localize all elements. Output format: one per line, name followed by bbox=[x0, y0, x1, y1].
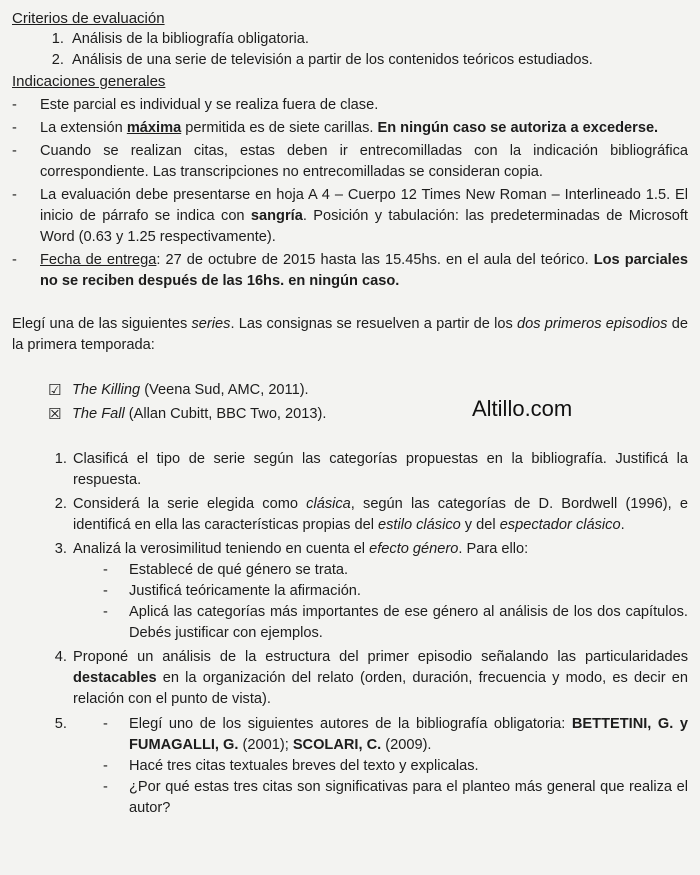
subtask-item: - ¿Por qué estas tres citas son significativas para el planteo más general que realiza el autor? bbox=[103, 777, 688, 819]
task-italic: espectador clásico bbox=[499, 517, 621, 533]
fecha-label: Fecha de entrega bbox=[40, 252, 157, 268]
indicaciones-heading: Indicaciones generales bbox=[12, 73, 166, 90]
series-title: The Killing bbox=[72, 382, 141, 398]
task-text: Proponé un análisis de la estructura del primer episodio señalando las particularidades bbox=[73, 649, 688, 665]
intro-italic: series bbox=[191, 316, 231, 332]
task-text: . Para ello: bbox=[458, 541, 529, 557]
emphasis-sangria: sangría bbox=[250, 208, 303, 224]
task-italic: efecto género bbox=[369, 541, 459, 557]
series-option bbox=[48, 404, 688, 425]
task-text: (2001); bbox=[238, 737, 293, 753]
task-text: , según las categorías de D. Bordwell (1996), e identificá en ella las características propias del bbox=[73, 496, 688, 533]
task-item bbox=[71, 714, 688, 819]
crossed-box-icon: ☒ bbox=[48, 406, 62, 423]
indicacion-item bbox=[12, 141, 688, 183]
indicacion-text: permitida es de siete carillas. bbox=[181, 120, 378, 136]
criterios-heading: Criterios de evaluación bbox=[12, 10, 165, 27]
subtask-item: - Justificá teóricamente la afirmación. bbox=[103, 581, 688, 602]
indicacion-text: : 27 de octubre de 2015 hasta las 15.45hs. en el aula del teórico. bbox=[156, 252, 594, 268]
series-detail: (Allan Cubitt, BBC Two, 2013). bbox=[124, 406, 327, 422]
series-detail: (Veena Sud, AMC, 2011). bbox=[140, 382, 309, 398]
intro-paragraph bbox=[12, 314, 688, 356]
task-text: (2009). bbox=[381, 737, 432, 753]
task-text: Considerá la serie elegida como bbox=[73, 496, 307, 512]
intro-italic: dos primeros episodios bbox=[517, 316, 668, 332]
indicacion-text: . Posición y tabulación: las predeterminadas de Microsoft Word (0.63 y 1.25 respectivamente). bbox=[40, 208, 688, 245]
subtask-item: - Hacé tres citas textuales breves del texto y explicalas. bbox=[103, 756, 688, 777]
indicacion-text: Cuando se realizan citas, estas deben ir entrecomilladas con la indicación bibliográfica correspondiente. Las transcripciones no entrecomilladas se consideran copia. bbox=[40, 143, 688, 180]
series-option bbox=[48, 380, 688, 401]
author-name: BETTETINI, G. y FUMAGALLI, G. bbox=[129, 716, 688, 753]
task-italic: estilo clásico bbox=[378, 517, 461, 533]
indicacion-item bbox=[12, 95, 688, 116]
intro-text: . Las consignas se resuelven a partir de los bbox=[230, 316, 517, 332]
criterios-list bbox=[12, 29, 688, 71]
task-sublist bbox=[73, 714, 688, 819]
indicaciones-list bbox=[12, 95, 688, 292]
author-name: SCOLARI, C. bbox=[292, 737, 382, 753]
subtask-item: - Aplicá las categorías más importantes de ese género al análisis de los dos capítulos. Debés justificar con ejemplos. bbox=[103, 602, 688, 644]
indicacion-text: La evaluación debe presentarse en hoja A 4 – Cuerpo 12 Times New Roman – Interlineado 1.5. El inicio de párrafo se indica con bbox=[40, 187, 688, 224]
task-text: . bbox=[620, 517, 625, 533]
watermark: Altillo.com bbox=[472, 396, 573, 421]
task-text: Elegí uno de los siguientes autores de la bibliografía obligatoria: bbox=[129, 716, 572, 732]
indicacion-text: Este parcial es individual y se realiza fuera de clase. bbox=[40, 97, 379, 113]
task-sublist bbox=[73, 560, 688, 644]
series-list bbox=[12, 380, 688, 425]
indicacion-item bbox=[12, 118, 688, 139]
task-text: Clasificá el tipo de serie según las categorías propuestas en la bibliografía. Justificá la respuesta. bbox=[73, 451, 688, 488]
emphasis-text: Los parciales no se reciben después de las 16hs. en ningún caso. bbox=[40, 252, 688, 289]
task-item bbox=[71, 449, 688, 491]
intro-text: Elegí una de las siguientes bbox=[12, 316, 192, 332]
criterio-item: 2. Análisis de una serie de televisión a partir de los contenidos teóricos estudiados. bbox=[68, 50, 688, 71]
subtask-item bbox=[103, 714, 688, 756]
indicacion-text: La extensión bbox=[40, 120, 127, 136]
task-item bbox=[71, 539, 688, 644]
tasks-list bbox=[12, 449, 688, 819]
criterio-item: 1. Análisis de la bibliografía obligatoria. bbox=[68, 29, 688, 50]
task-text: y del bbox=[460, 517, 500, 533]
intro-text: de la primera temporada: bbox=[12, 316, 688, 353]
emphasis-maxima: máxima bbox=[126, 120, 182, 136]
task-item bbox=[71, 647, 688, 710]
checked-box-icon: ☑ bbox=[48, 382, 62, 399]
subtask-item: - Establecé de qué género se trata. bbox=[103, 560, 688, 581]
indicacion-item bbox=[12, 250, 688, 292]
task-bold: destacables bbox=[73, 670, 157, 686]
indicacion-item bbox=[12, 185, 688, 248]
emphasis-text: En ningún caso se autoriza a excederse. bbox=[377, 120, 659, 136]
task-text: en la organización del relato (orden, duración, frecuencia y modo, es decir en relación con el punto de vista). bbox=[73, 670, 688, 707]
task-text: Analizá la verosimilitud teniendo en cuenta el bbox=[73, 541, 370, 557]
series-title: The Fall bbox=[72, 406, 125, 422]
task-item bbox=[71, 494, 688, 536]
task-italic: clásica bbox=[306, 496, 351, 512]
